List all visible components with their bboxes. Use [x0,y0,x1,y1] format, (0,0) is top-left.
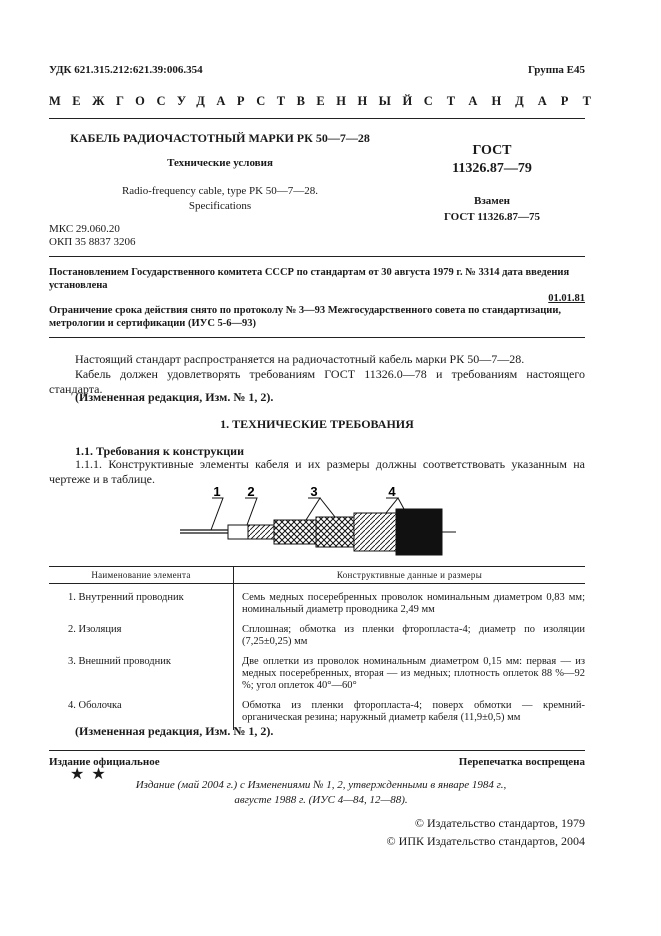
table-row [49,584,585,617]
copyright-2004: © ИПК Издательство стандартов, 2004 [386,834,585,848]
amendment-note-1: (Измененная редакция, Изм. № 1, 2). [75,390,274,404]
document-subtitle: Технические условия [167,157,273,169]
mks-code: МКС 29.060.20 [49,223,120,235]
table-cell-data: Обмотка из пленки фторопласта-4; поверх обмотки — кремний-органическая резина; наружный диаметр кабеля (11,9±0,5) мм [242,700,585,723]
banner-word: МЕЖГОСУДАРСТВЕННЫЙ [49,94,424,108]
table-cell-name: 3. Внешний проводник [49,648,234,692]
replaces-number: ГОСТ 11326.87—75 [443,211,541,223]
replaces-label: Взамен [474,195,510,207]
footer-rule [49,750,585,751]
table-cell-name: 4. Оболочка [49,692,234,730]
document-title: КАБЕЛЬ РАДИОЧАСТОТНЫЙ МАРКИ РК 50—7—28 [70,131,370,145]
table-row [49,616,585,648]
table-cell-data: Сплошная; обмотка из пленки фторопласта-4; диаметр по изоляции (7,25±0,25) мм [242,624,585,647]
reprint-notice: Перепечатка воспрещена [458,756,585,768]
table-cell-data: Семь медных посеребренных проволок номинальным диаметром 0,83 мм; номинальный диаметр проводника 2,49 мм [242,592,585,615]
table-header-row [49,567,585,584]
banner-word: СТАНДАРТ [423,94,605,108]
table-cell-name: 2. Изоляция [49,616,234,648]
inner-conductor [180,530,232,533]
construction-paragraph: 1.1.1. Конструктивные элементы кабеля и их размеры должны соответствовать указанным на чертеже и в таблице. [49,457,585,486]
gost-number: 11326.87—79 [452,161,532,176]
drawing-label-3: 3 [310,484,318,499]
table-header-data: Конструктивные данные и размеры [234,567,586,584]
okp-code: ОКП 35 8837 3206 [49,236,136,248]
drawing-label-4: 4 [388,484,396,499]
amendment-note-2: (Измененная редакция, Изм. № 1, 2). [75,724,274,738]
edition-note-line1: Издание (май 2004 г.) с Изменениями № 1, 2, утвержденными в январе 1984 г., [135,779,507,791]
introduction-date: 01.01.81 [548,293,585,304]
decree-text: Постановлением Государственного комитета СССР по стандартам от 30 августа 1979 г. № 3314 дата введения установлена [49,267,570,291]
table-row [49,648,585,692]
sheath-layer [354,509,442,555]
requirements-paragraph: Кабель должен удовлетворять требованиям ГОСТ 11326.0—78 и требованиям настоящего стандарта. [49,367,585,396]
insulation-layer [228,525,276,539]
table-header-element: Наименование элемента [49,567,234,584]
edition-note [100,778,542,808]
udk-code: УДК 621.315.212:621.39:006.354 [49,64,203,76]
table-cell-data: Две оплетки из проволок номинальным диаметром 0,15 мм: первая — из медных посеребренных, вторая — из медных; плотность оплеток 88 %—92 %; угол оплеток 40°—60° [242,656,585,691]
edition-stars: ★★ [70,766,113,783]
table-cell-name: 1. Внутренний проводник [49,584,234,617]
scope-paragraph: Настоящий стандарт распространяется на радиочастотный кабель марки РК 50—7—28. [75,352,525,366]
drawing-label-1: 1 [213,484,221,499]
english-title-line1: Radio-frequency cable, type PK 50—7—28. [121,185,319,197]
english-title-line2: Specifications [188,200,252,212]
construction-table [49,566,585,730]
limitation-text: Ограничение срока действия снято по протоколу № 3—93 Межгосударственного совета по стандартизации, метрологии и сертификации (ИУС 5-6—93) [49,305,562,329]
copyright-1979: © Издательство стандартов, 1979 [414,816,585,830]
edition-note-line2: августе 1988 г. (ИУС 4—84, 12—88). [234,794,408,806]
drawing-label-2: 2 [247,484,255,499]
official-edition: Издание официальное [49,756,160,768]
outer-conductor-braid [274,517,356,547]
subsection-heading: 1.1. Требования к конструкции [75,444,245,458]
section-heading: 1. ТЕХНИЧЕСКИЕ ТРЕБОВАНИЯ [220,417,414,431]
gost-label: ГОСТ [472,143,512,158]
group-code: Группа Е45 [527,64,585,76]
